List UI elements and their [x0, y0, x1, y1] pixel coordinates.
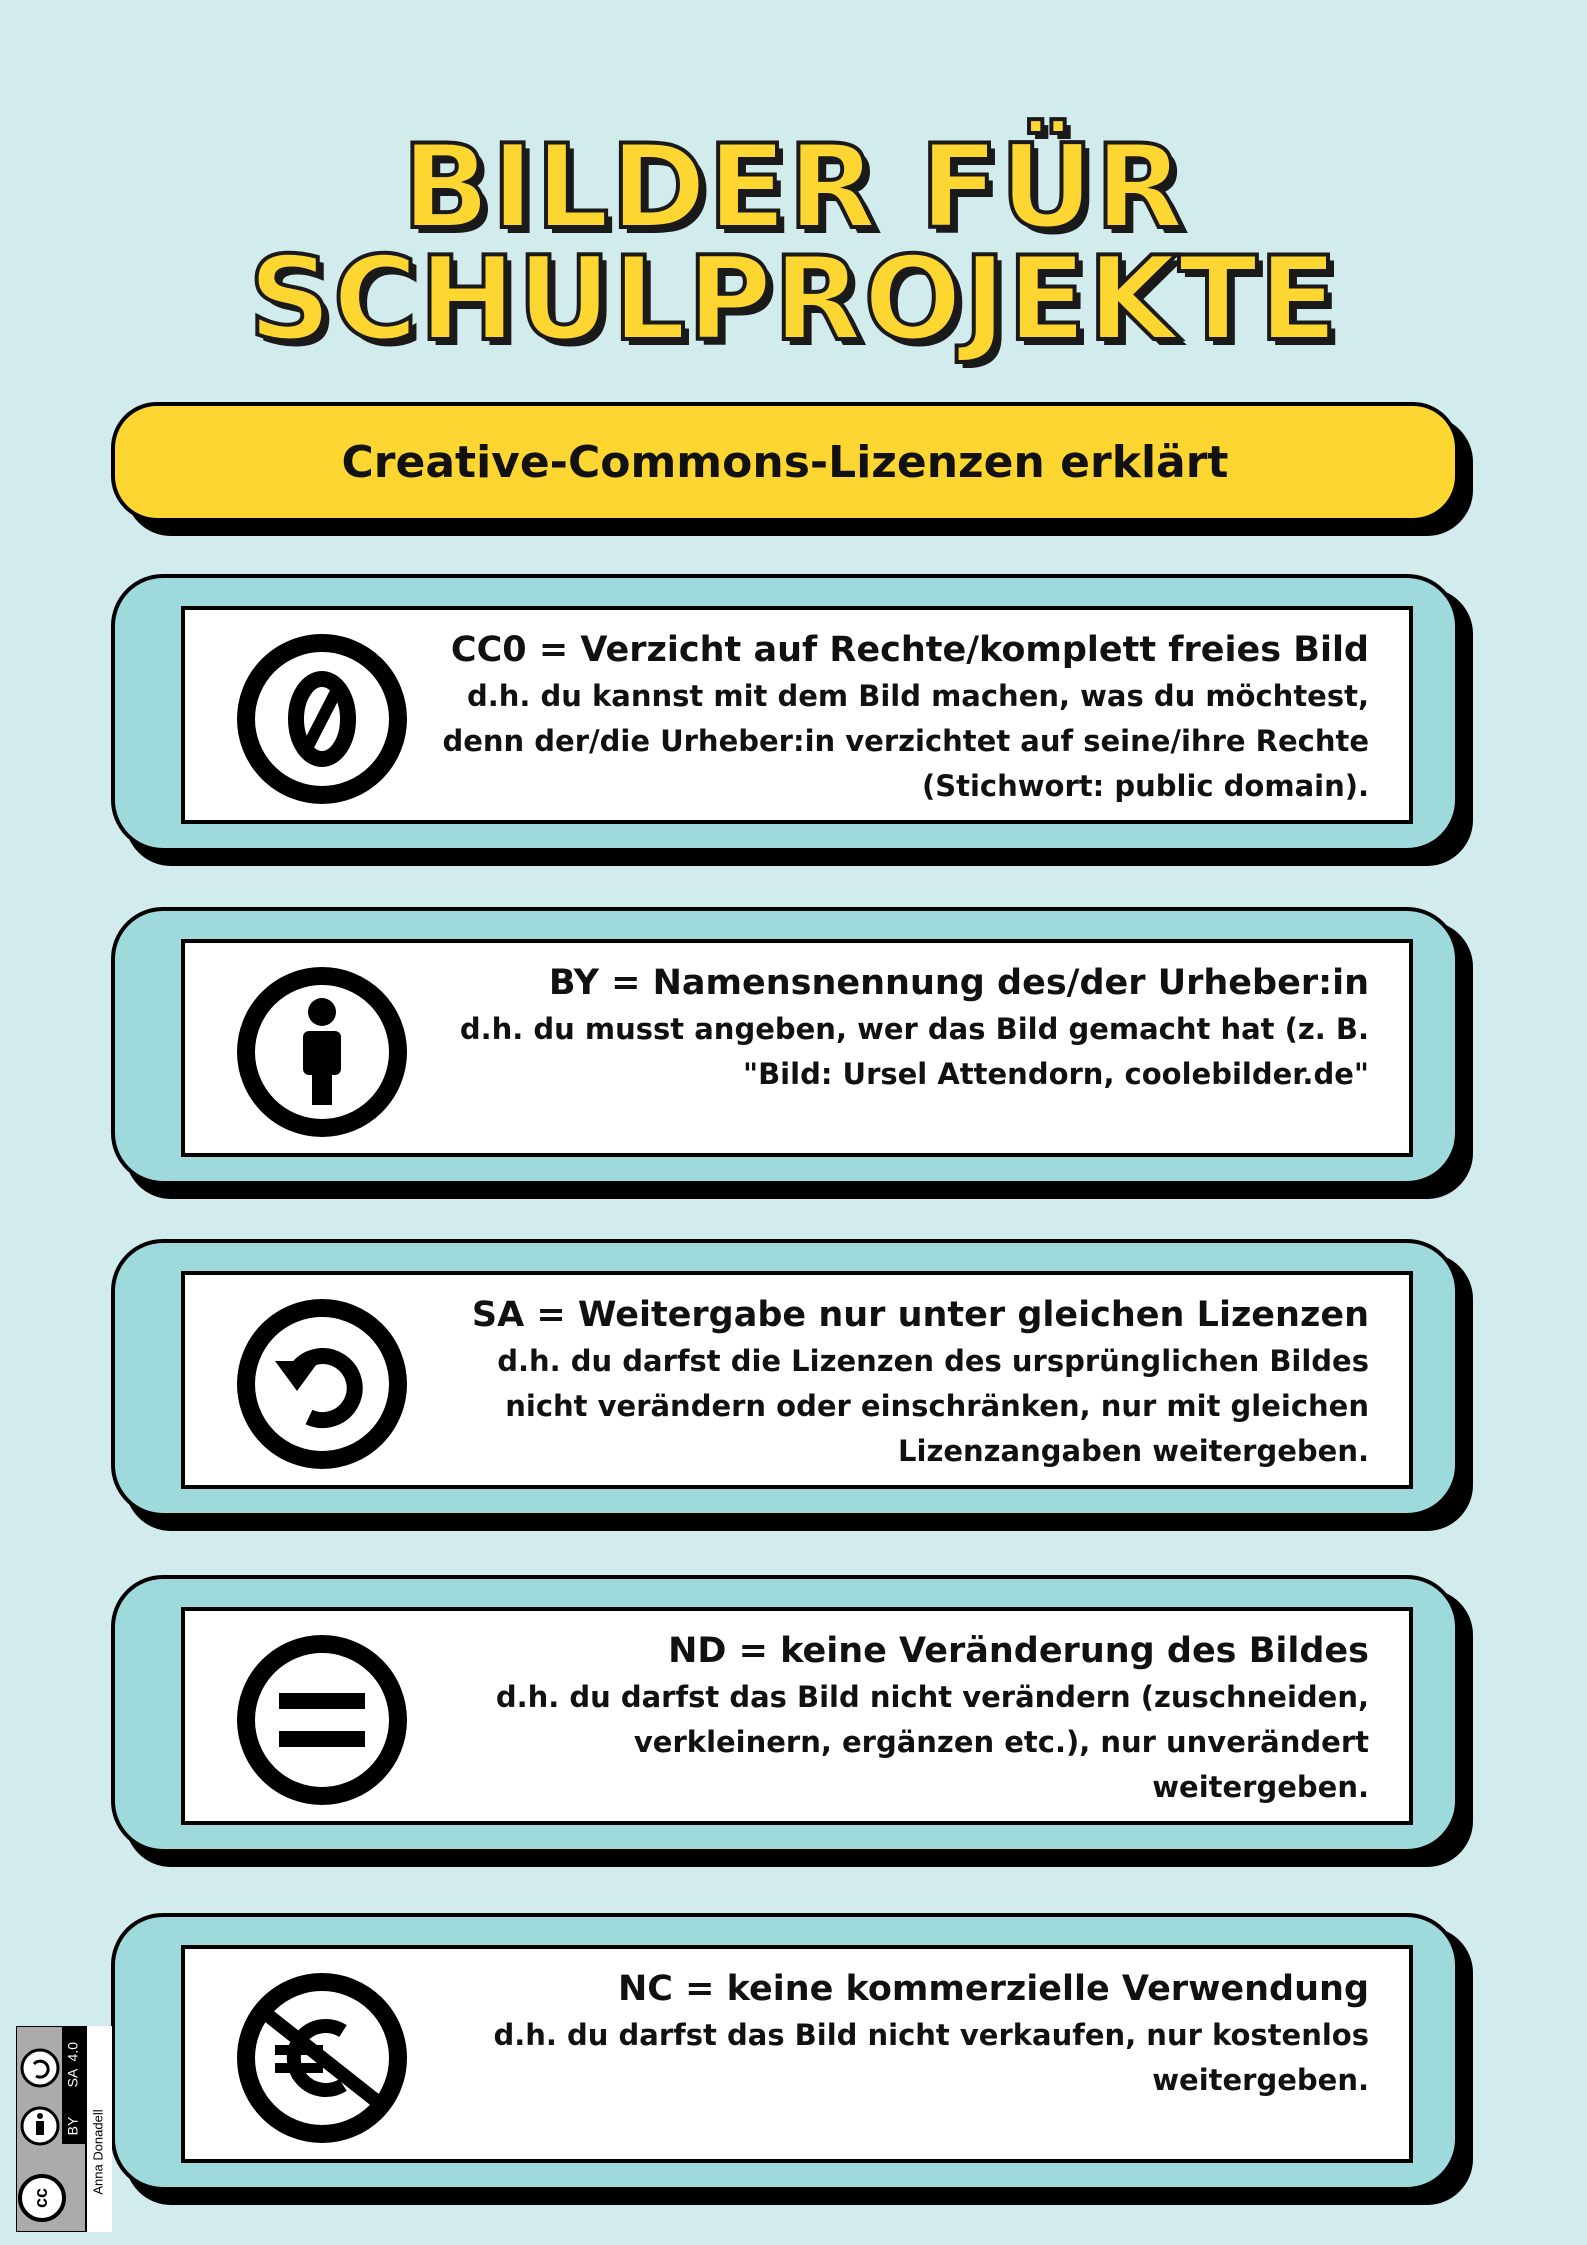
card-text	[439, 959, 1369, 1097]
card-body: d.h. du darfst das Bild nicht verändern (zuschneiden, verkleinern, ergänzen etc.), nur unverändert weitergeben.	[495, 1680, 1369, 1804]
card-text	[439, 1627, 1369, 1810]
card-by	[111, 907, 1459, 1185]
badge-sa-icon	[22, 2050, 58, 2086]
cc-sa-icon	[237, 1299, 407, 1469]
badge-version: 4.0	[64, 2042, 81, 2062]
card-inner	[181, 606, 1413, 824]
cc-by-icon	[237, 967, 407, 1137]
title-line-1: BILDER FÜR	[401, 120, 1186, 255]
card-text	[439, 626, 1369, 809]
card-heading: NC = keine kommerzielle Verwendung	[617, 1969, 1369, 2009]
card-sa	[111, 1239, 1459, 1517]
card-inner	[181, 1271, 1413, 1489]
card-inner	[181, 939, 1413, 1157]
cc-license-badge	[16, 2026, 112, 2232]
badge-author: Anna Donadell	[90, 2109, 106, 2195]
badge-cc-label: cc	[30, 2187, 51, 2209]
badge-sa-label: SA	[64, 2068, 81, 2088]
card-text	[439, 1291, 1369, 1474]
badge-by-label: BY	[64, 2116, 81, 2136]
card-body: d.h. du musst angeben, wer das Bild gemacht hat (z. B. "Bild: Ursel Attendorn, coolebilder.de"	[459, 1012, 1369, 1091]
card-heading: CC0 = Verzicht auf Rechte/komplett freies Bild	[450, 630, 1369, 670]
cc-nc-icon	[237, 1973, 407, 2143]
card-cc0	[111, 574, 1459, 852]
card-body: d.h. du darfst das Bild nicht verkaufen, nur kostenlos weitergeben.	[493, 2018, 1369, 2097]
card-inner	[181, 1945, 1413, 2163]
card-heading: ND = keine Veränderung des Bildes	[668, 1631, 1369, 1671]
card-body: d.h. du kannst mit dem Bild machen, was du möchtest, denn der/die Urheber:in verzichtet auf seine/ihre Rechte (Stichwort: public domain).	[442, 679, 1369, 803]
card-inner	[181, 1607, 1413, 1825]
card-body: d.h. du darfst die Lizenzen des ursprünglichen Bildes nicht verändern oder einschränken, nur mit gleichen Lizenzangaben weitergeben.	[497, 1344, 1369, 1468]
card-text	[439, 1965, 1369, 2103]
cc-nd-icon	[237, 1635, 407, 1805]
card-heading: SA = Weitergabe nur unter gleichen Lizenzen	[471, 1295, 1369, 1335]
subtitle-banner	[111, 402, 1459, 522]
card-nc	[111, 1913, 1459, 2191]
title-line-2: SCHULPROJEKTE	[248, 232, 1339, 367]
card-heading: BY = Namensnennung des/der Urheber:in	[548, 963, 1369, 1003]
subtitle: Creative-Commons-Lizenzen erklärt	[341, 436, 1229, 488]
card-nd	[111, 1575, 1459, 1853]
cc-zero-icon	[237, 634, 407, 804]
